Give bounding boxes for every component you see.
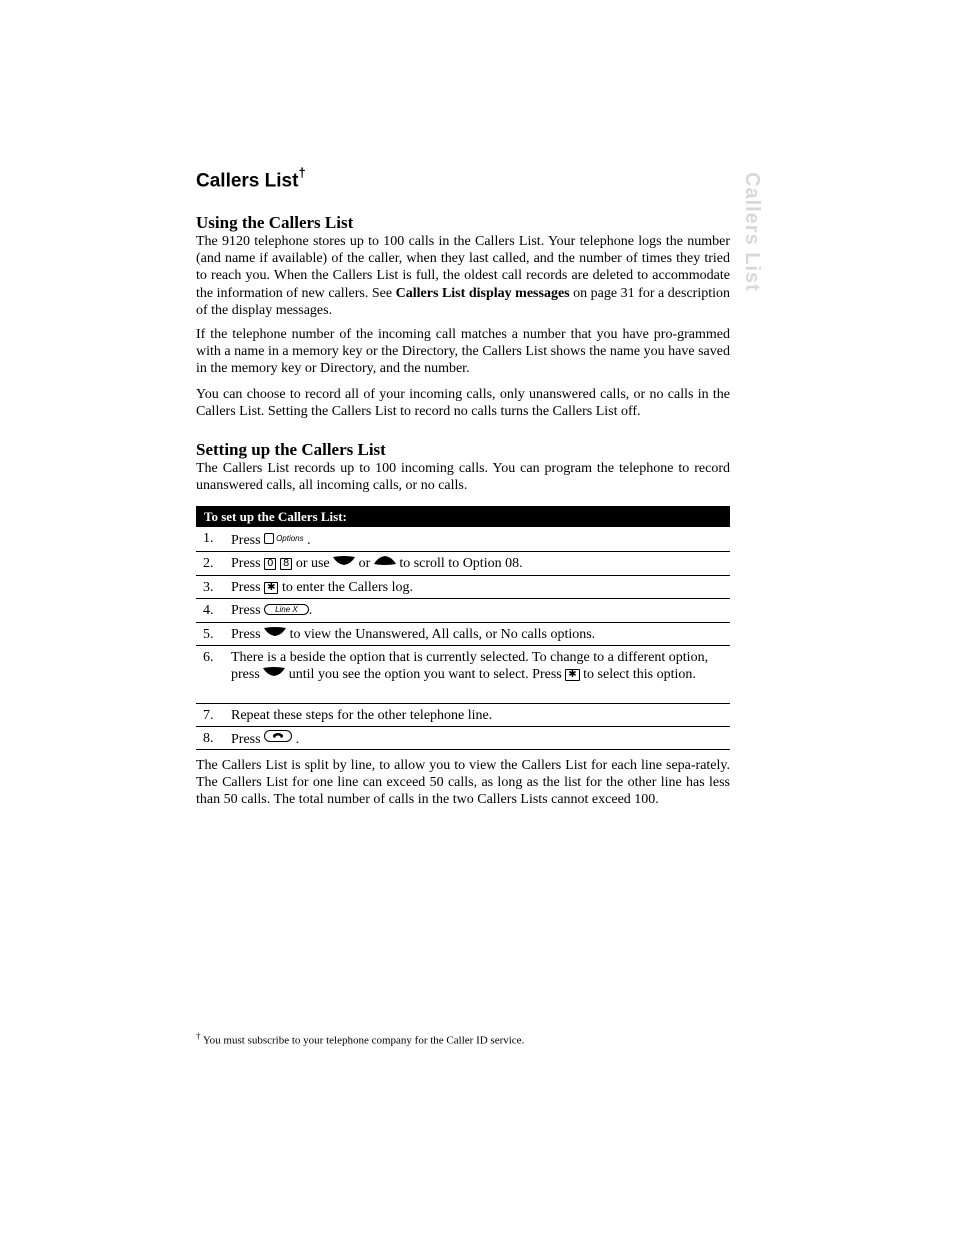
- step-row: 4. Press Line X .: [196, 599, 730, 623]
- step-row: 8. Press .: [196, 727, 730, 750]
- star-key-icon: ✱: [565, 669, 579, 681]
- paragraph-using-1: The 9120 telephone stores up to 100 calls in the Callers List. Your telephone logs the number (and name if available) of the caller, when they last called, and the number of times they tried to reach you. When the Callers List is full, the oldest call records are deleted to accommodate the information of new callers. See Callers List display messages on page 31 for a description of the display messages.: [196, 234, 730, 318]
- up-arrow-key-icon: [374, 556, 396, 565]
- step-row: 6. There is a beside the option that is currently selected. To change to a different option, press until you see the option you want to select. Press ✱ to select this option.: [196, 646, 730, 704]
- hang-up-key-icon: [264, 730, 292, 742]
- section-heading-setting: Setting up the Callers List: [196, 440, 386, 459]
- step-row: 3. Press ✱ to enter the Callers log.: [196, 576, 730, 599]
- line-key-icon: Line X: [264, 604, 309, 615]
- paragraph-using-2: If the telephone number of the incoming call matches a number that you have pro-grammed with a name in a memory key or the Directory, the Callers List shows the name you have saved in the memory key or Directory, and the number.: [196, 327, 730, 377]
- step-row: 1. Press Options .: [196, 527, 730, 552]
- down-arrow-key-icon: [264, 627, 286, 636]
- options-key-icon: Options: [264, 530, 304, 547]
- section-side-tab: Callers List: [741, 172, 763, 292]
- step-row: 2. Press 0 8 or use or to scroll to Option 08.: [196, 552, 730, 576]
- step-row: 5. Press to view the Unanswered, All calls, or No calls options.: [196, 623, 730, 646]
- page-title: Callers List†: [196, 165, 306, 192]
- cross-reference[interactable]: Callers List display messages: [395, 285, 570, 301]
- star-key-icon: ✱: [264, 582, 278, 594]
- down-arrow-key-icon: [333, 556, 355, 565]
- step-row: 7. Repeat these steps for the other telephone line.: [196, 704, 730, 727]
- procedure-header: To set up the Callers List:: [196, 506, 730, 527]
- procedure-table: [196, 506, 730, 750]
- paragraph-closing: The Callers List is split by line, to allow you to view the Callers List for each line sepa-rately. The Callers List for one line can exceed 50 calls, as long as the list for the other line has less than 50 calls. The total number of calls in the two Callers Lists cannot exceed 100.: [196, 758, 730, 808]
- zero-key-icon: 0: [264, 558, 276, 570]
- section-heading-using: Using the Callers List: [196, 213, 354, 232]
- paragraph-using-3: You can choose to record all of your incoming calls, only unanswered calls, or no calls in the Callers List. Setting the Callers List to record no calls turns the Callers List off.: [196, 387, 730, 420]
- footnote: † You must subscribe to your telephone company for the Caller ID service.: [196, 1031, 525, 1047]
- down-arrow-key-icon: [263, 667, 285, 676]
- paragraph-setting-1: The Callers List records up to 100 incoming calls. You can program the telephone to record unanswered calls, all incoming calls, or no calls.: [196, 461, 730, 494]
- eight-key-icon: 8: [280, 558, 292, 570]
